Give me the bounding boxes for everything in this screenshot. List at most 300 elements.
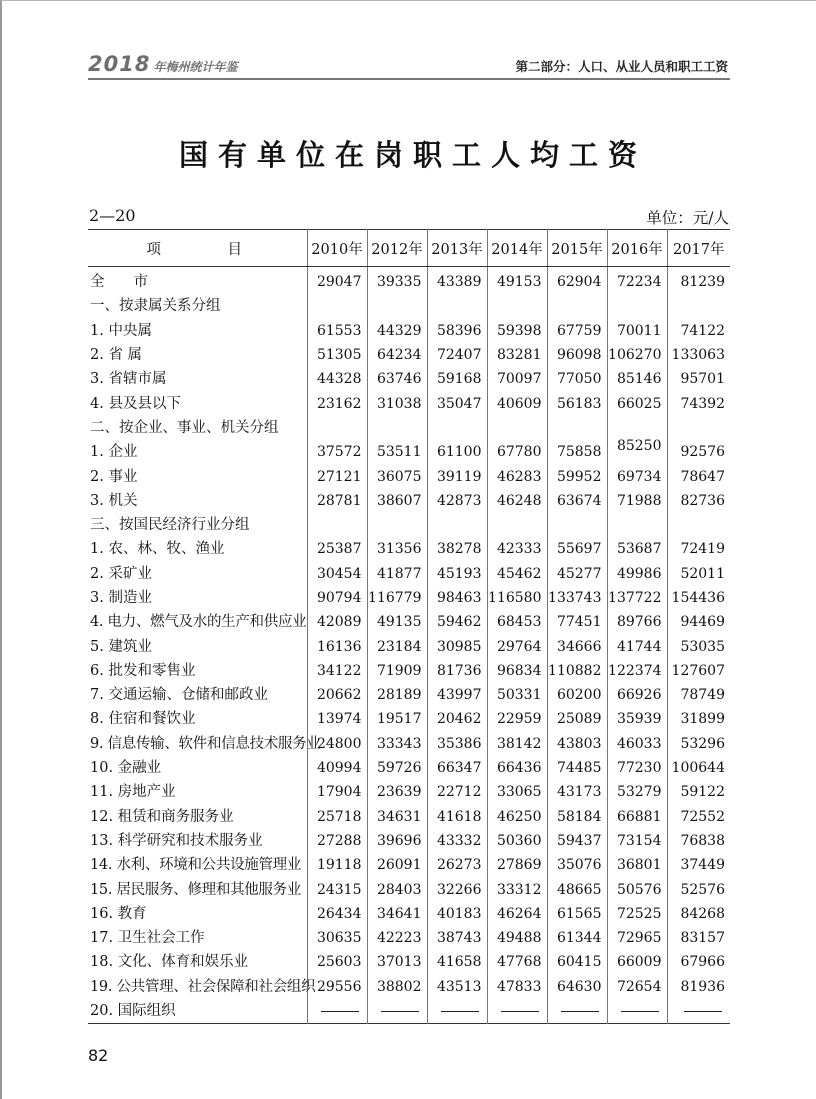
row-label: 2. 省 属 xyxy=(90,347,143,364)
table-row xyxy=(88,367,730,391)
value-text: 22712 xyxy=(436,784,482,801)
wage-value xyxy=(427,756,487,780)
no-data-dash xyxy=(487,999,547,1024)
value-text: 74392 xyxy=(680,395,725,412)
wage-value xyxy=(427,659,487,683)
dash-mark xyxy=(561,1011,599,1012)
value-text: 127607 xyxy=(671,662,725,679)
table-header-row xyxy=(88,230,730,267)
wage-value xyxy=(487,634,547,658)
wage-value xyxy=(307,537,367,561)
table-row xyxy=(88,464,730,488)
value-text: 24315 xyxy=(316,881,362,898)
wage-value xyxy=(607,877,667,901)
value-text: 74485 xyxy=(556,760,602,777)
value-text: 133743 xyxy=(548,590,602,606)
value-text: 13974 xyxy=(316,711,362,728)
wage-value xyxy=(307,780,367,804)
value-text: 67780 xyxy=(496,444,542,461)
wage-value xyxy=(307,853,367,877)
wage-value xyxy=(487,267,547,295)
wage-value xyxy=(427,343,487,367)
value-text: 25387 xyxy=(316,541,362,558)
row-label: 17. 卫生社会工作 xyxy=(90,930,205,947)
value-text: 59726 xyxy=(376,760,422,777)
wage-value xyxy=(667,902,730,926)
value-text: 48665 xyxy=(556,881,602,898)
table-row xyxy=(88,756,730,780)
wage-value xyxy=(367,975,427,999)
value-text: 30454 xyxy=(316,565,362,582)
value-text: 43513 xyxy=(436,978,482,995)
wage-value xyxy=(427,440,487,464)
column-header-item: 项 目 xyxy=(88,230,307,267)
value-text: 33312 xyxy=(496,881,542,898)
wage-value xyxy=(547,756,607,780)
wage-value xyxy=(607,732,667,756)
wage-value xyxy=(547,537,607,561)
value-text: 41744 xyxy=(616,638,662,655)
value-text: 74122 xyxy=(680,322,725,339)
value-text: 16136 xyxy=(316,638,362,655)
wage-value xyxy=(487,902,547,926)
empty-cell xyxy=(487,294,547,318)
wage-value xyxy=(367,805,427,829)
value-text: 55697 xyxy=(556,541,602,558)
table-section-row xyxy=(88,513,730,537)
column-header-year: 2016年 xyxy=(607,230,667,267)
wage-value xyxy=(667,367,730,391)
value-text: 30635 xyxy=(316,930,362,947)
value-text: 81736 xyxy=(436,662,482,679)
wage-value xyxy=(367,707,427,731)
value-text: 19517 xyxy=(376,711,422,728)
dash-mark xyxy=(441,1011,479,1012)
value-text: 106270 xyxy=(608,347,662,364)
wage-value xyxy=(427,853,487,877)
wage-value xyxy=(427,367,487,391)
value-text: 85250 xyxy=(616,438,662,455)
empty-cell xyxy=(427,416,487,440)
value-text: 76838 xyxy=(680,832,725,849)
value-text: 46033 xyxy=(616,735,662,752)
wage-value xyxy=(367,902,427,926)
row-label: 8. 住宿和餐饮业 xyxy=(90,711,196,728)
wage-value xyxy=(307,805,367,829)
table-row xyxy=(88,440,730,464)
value-text: 42223 xyxy=(376,930,422,947)
value-text: 29764 xyxy=(496,638,542,655)
value-text: 69734 xyxy=(616,468,662,485)
value-text: 44328 xyxy=(316,371,362,388)
value-text: 31356 xyxy=(376,541,422,558)
value-text: 116779 xyxy=(368,590,422,606)
column-header-year: 2013年 xyxy=(427,230,487,267)
wage-value xyxy=(607,267,667,295)
value-text: 61565 xyxy=(556,905,602,922)
wage-value xyxy=(427,267,487,295)
row-label: 10. 金融业 xyxy=(90,760,162,777)
empty-cell xyxy=(607,294,667,318)
value-text: 85146 xyxy=(616,371,662,388)
value-text: 52576 xyxy=(680,881,725,898)
value-text: 27869 xyxy=(496,857,542,874)
value-text: 63746 xyxy=(376,371,422,388)
wage-value xyxy=(667,440,730,464)
value-text: 43332 xyxy=(436,832,482,849)
row-label: 全 市 xyxy=(90,274,148,291)
value-text: 49135 xyxy=(376,614,422,631)
page-number: 82 xyxy=(88,1046,109,1065)
row-label: 19. 公共管理、社会保障和社会组织 xyxy=(90,978,316,995)
row-label: 16. 教育 xyxy=(90,905,147,922)
empty-cell xyxy=(367,416,427,440)
wage-value xyxy=(307,659,367,683)
row-label: 二、按企业、事业、机关分组 xyxy=(90,419,279,436)
wage-value xyxy=(607,610,667,634)
row-label: 9. 信息传输、软件和信息技术服务业 xyxy=(90,735,321,752)
empty-cell xyxy=(667,513,730,537)
value-text: 33343 xyxy=(376,735,422,752)
wage-value xyxy=(367,391,427,415)
value-text: 23184 xyxy=(376,638,422,655)
wage-value xyxy=(607,780,667,804)
wage-value xyxy=(607,562,667,586)
wage-value xyxy=(607,634,667,658)
wage-value xyxy=(547,926,607,950)
value-text: 77050 xyxy=(556,371,602,388)
empty-cell xyxy=(547,416,607,440)
value-text: 40183 xyxy=(436,905,482,922)
wage-value xyxy=(487,877,547,901)
wage-value xyxy=(607,756,667,780)
table-row xyxy=(88,267,730,295)
wage-value xyxy=(667,877,730,901)
wage-value xyxy=(607,707,667,731)
value-text: 61553 xyxy=(316,322,362,339)
wage-value xyxy=(367,683,427,707)
value-text: 44329 xyxy=(376,322,422,339)
wage-value xyxy=(367,659,427,683)
value-text: 154436 xyxy=(671,590,725,606)
wage-value xyxy=(547,877,607,901)
value-text: 83157 xyxy=(680,930,725,947)
value-text: 75858 xyxy=(556,444,602,461)
wage-table xyxy=(88,229,730,1024)
wage-value xyxy=(307,367,367,391)
value-text: 38607 xyxy=(376,492,422,509)
value-text: 66009 xyxy=(616,954,662,971)
no-data-dash xyxy=(367,999,427,1024)
wage-value xyxy=(547,829,607,853)
wage-value xyxy=(427,391,487,415)
value-text: 53687 xyxy=(616,541,662,558)
value-text: 58396 xyxy=(436,322,482,339)
value-text: 43389 xyxy=(436,274,482,291)
value-text: 63674 xyxy=(556,492,602,509)
row-label: 18. 文化、体育和娱乐业 xyxy=(90,954,249,971)
table-number: 2—20 xyxy=(89,206,136,225)
wage-value xyxy=(667,950,730,974)
wage-value xyxy=(667,319,730,343)
row-label: 一、按隶属关系分组 xyxy=(90,298,221,315)
wage-value xyxy=(547,489,607,513)
column-header-year: 2014年 xyxy=(487,230,547,267)
wage-value xyxy=(307,562,367,586)
value-text: 34631 xyxy=(376,808,422,825)
wage-value xyxy=(307,877,367,901)
value-text: 45193 xyxy=(436,565,482,582)
wage-value xyxy=(307,586,367,610)
wage-value xyxy=(607,853,667,877)
wage-value xyxy=(307,756,367,780)
dash-mark xyxy=(381,1011,419,1012)
value-text: 96098 xyxy=(556,347,602,364)
value-text: 72552 xyxy=(680,808,725,825)
value-text: 116580 xyxy=(488,590,542,606)
value-text: 50331 xyxy=(496,687,542,704)
section-title: 第二部分：人口、从业人员和职工工资 xyxy=(515,59,728,74)
wage-value xyxy=(307,343,367,367)
wage-value xyxy=(367,853,427,877)
dash-mark xyxy=(684,1011,722,1012)
row-label: 11. 房地产业 xyxy=(90,784,176,801)
table-row xyxy=(88,562,730,586)
empty-cell xyxy=(667,416,730,440)
table-row xyxy=(88,610,730,634)
value-text: 26091 xyxy=(376,857,422,874)
value-text: 47768 xyxy=(496,954,542,971)
row-label: 2. 采矿业 xyxy=(90,565,152,582)
table-row xyxy=(88,489,730,513)
wage-value xyxy=(367,440,427,464)
wage-value xyxy=(667,805,730,829)
wage-value xyxy=(667,829,730,853)
value-text: 32266 xyxy=(436,881,482,898)
value-text: 59122 xyxy=(680,784,725,801)
value-text: 59168 xyxy=(436,371,482,388)
wage-value xyxy=(547,367,607,391)
wage-value xyxy=(427,805,487,829)
wage-value xyxy=(307,319,367,343)
wage-value xyxy=(487,367,547,391)
value-text: 41618 xyxy=(436,808,482,825)
value-text: 49488 xyxy=(496,930,542,947)
wage-value xyxy=(367,343,427,367)
value-text: 43997 xyxy=(436,687,482,704)
table-row xyxy=(88,391,730,415)
wage-value xyxy=(487,829,547,853)
wage-value xyxy=(487,562,547,586)
table-row xyxy=(88,902,730,926)
wage-value xyxy=(427,829,487,853)
empty-cell xyxy=(427,294,487,318)
wage-value xyxy=(307,440,367,464)
empty-cell xyxy=(487,416,547,440)
empty-cell xyxy=(367,294,427,318)
empty-cell xyxy=(547,513,607,537)
wage-value xyxy=(427,562,487,586)
row-label: 7. 交通运输、仓储和邮政业 xyxy=(90,687,268,704)
wage-value xyxy=(667,267,730,295)
wage-value xyxy=(487,805,547,829)
wage-value xyxy=(487,319,547,343)
value-text: 49986 xyxy=(616,565,662,582)
wage-value xyxy=(307,829,367,853)
wage-value xyxy=(367,537,427,561)
value-text: 37572 xyxy=(316,444,362,461)
wage-value xyxy=(367,780,427,804)
value-text: 68453 xyxy=(496,614,542,631)
value-text: 89766 xyxy=(616,614,662,631)
value-text: 47833 xyxy=(496,978,542,995)
wage-value xyxy=(547,319,607,343)
wage-value xyxy=(667,926,730,950)
value-text: 72419 xyxy=(680,541,725,558)
value-text: 46248 xyxy=(496,492,542,509)
value-text: 77230 xyxy=(616,760,662,777)
no-data-dash xyxy=(547,999,607,1024)
wage-value xyxy=(367,829,427,853)
wage-value xyxy=(607,902,667,926)
value-text: 96834 xyxy=(496,662,542,679)
value-text: 66025 xyxy=(616,395,662,412)
value-text: 42089 xyxy=(316,614,362,631)
no-data-dash xyxy=(427,999,487,1024)
value-text: 33065 xyxy=(496,784,542,801)
value-text: 60415 xyxy=(556,954,602,971)
table-row xyxy=(88,805,730,829)
value-text: 38743 xyxy=(436,930,482,947)
empty-cell xyxy=(427,513,487,537)
wage-value xyxy=(367,732,427,756)
table-section-row xyxy=(88,416,730,440)
column-header-year: 2010年 xyxy=(307,230,367,267)
dash-mark xyxy=(621,1011,659,1012)
wage-value xyxy=(487,586,547,610)
wage-value xyxy=(487,756,547,780)
wage-value xyxy=(607,586,667,610)
value-text: 64234 xyxy=(376,347,422,364)
wage-value xyxy=(307,732,367,756)
value-text: 67966 xyxy=(680,954,725,971)
table-row xyxy=(88,853,730,877)
value-text: 59398 xyxy=(496,322,542,339)
wage-value xyxy=(547,853,607,877)
wage-value xyxy=(667,610,730,634)
value-text: 42873 xyxy=(436,492,482,509)
row-label: 12. 租赁和商务服务业 xyxy=(90,808,234,825)
value-text: 53279 xyxy=(616,784,662,801)
value-text: 38142 xyxy=(496,735,542,752)
value-text: 59952 xyxy=(556,468,602,485)
value-text: 46264 xyxy=(496,905,542,922)
value-text: 78647 xyxy=(680,468,725,485)
wage-value xyxy=(667,562,730,586)
wage-value xyxy=(607,343,667,367)
table-row xyxy=(88,659,730,683)
wage-value xyxy=(367,367,427,391)
value-text: 38802 xyxy=(376,978,422,995)
wage-value xyxy=(427,950,487,974)
value-text: 51305 xyxy=(316,347,362,364)
wage-value xyxy=(607,367,667,391)
wage-value xyxy=(547,732,607,756)
table-section-row xyxy=(88,294,730,318)
row-label: 20. 国际组织 xyxy=(90,1003,176,1020)
table-body xyxy=(88,267,730,1024)
wage-value xyxy=(547,586,607,610)
row-label: 3. 制造业 xyxy=(90,590,152,606)
no-data-dash xyxy=(607,999,667,1024)
no-data-dash xyxy=(307,999,367,1024)
value-text: 46283 xyxy=(496,468,542,485)
wage-value xyxy=(607,805,667,829)
wage-value xyxy=(427,926,487,950)
wage-value xyxy=(367,464,427,488)
wage-value xyxy=(667,659,730,683)
value-text: 17904 xyxy=(316,784,362,801)
value-text: 66881 xyxy=(616,808,662,825)
wage-value xyxy=(607,489,667,513)
table-row xyxy=(88,999,730,1024)
value-text: 40609 xyxy=(496,395,542,412)
wage-value xyxy=(487,537,547,561)
wage-value xyxy=(307,391,367,415)
wage-value xyxy=(367,267,427,295)
value-text: 34122 xyxy=(316,662,362,679)
wage-value xyxy=(427,319,487,343)
value-text: 71988 xyxy=(616,492,662,509)
value-text: 35076 xyxy=(556,857,602,874)
value-text: 34641 xyxy=(376,905,422,922)
row-label: 13. 科学研究和技术服务业 xyxy=(90,832,263,849)
wage-value xyxy=(487,707,547,731)
wage-value xyxy=(427,464,487,488)
wage-value xyxy=(487,950,547,974)
empty-cell xyxy=(607,416,667,440)
wage-value xyxy=(487,610,547,634)
value-text: 37013 xyxy=(376,954,422,971)
value-text: 36801 xyxy=(616,857,662,874)
value-text: 23162 xyxy=(316,395,362,412)
wage-value xyxy=(427,489,487,513)
value-text: 43173 xyxy=(556,784,602,801)
wage-value xyxy=(307,634,367,658)
wage-value xyxy=(427,683,487,707)
value-text: 35939 xyxy=(616,711,662,728)
value-text: 83281 xyxy=(496,347,542,364)
yearbook-year: 2018 xyxy=(88,52,151,76)
value-text: 133063 xyxy=(671,347,725,364)
value-text: 90794 xyxy=(316,590,362,606)
row-label: 6. 批发和零售业 xyxy=(90,662,196,679)
value-text: 31038 xyxy=(376,395,422,412)
wage-value xyxy=(307,683,367,707)
value-text: 72654 xyxy=(616,978,662,995)
wage-value xyxy=(547,805,607,829)
value-text: 66436 xyxy=(496,760,542,777)
value-text: 26434 xyxy=(316,905,362,922)
value-text: 67759 xyxy=(556,322,602,339)
row-label: 3. 机关 xyxy=(90,492,138,509)
wage-value xyxy=(367,634,427,658)
wage-value xyxy=(547,683,607,707)
wage-value xyxy=(547,464,607,488)
wage-value xyxy=(367,877,427,901)
wage-value xyxy=(307,975,367,999)
value-text: 50360 xyxy=(496,832,542,849)
